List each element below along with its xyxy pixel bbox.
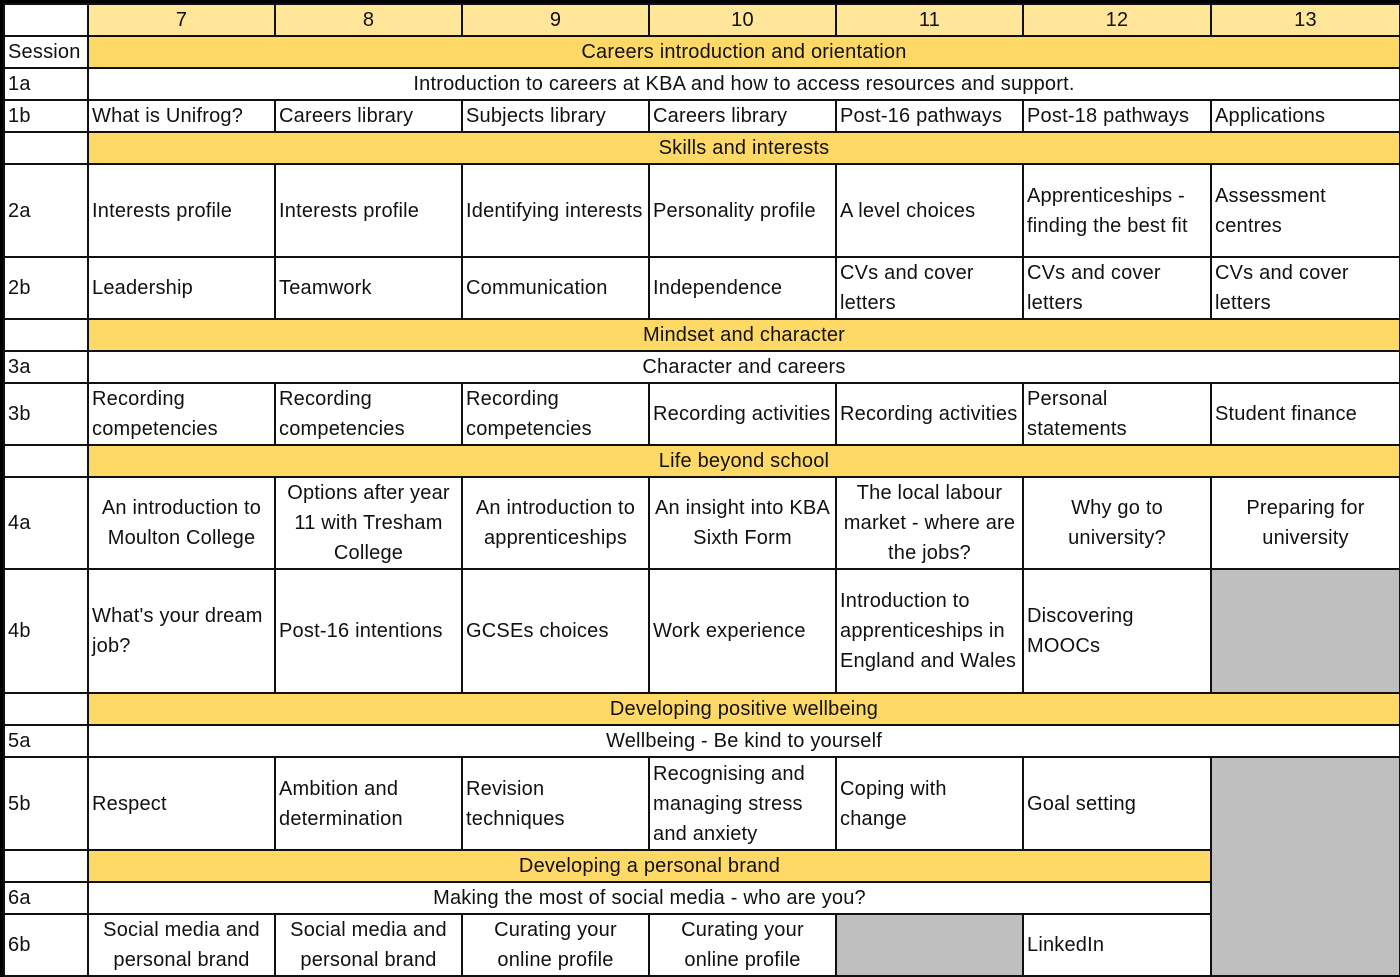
- section-row: [4, 693, 1400, 725]
- session-cell: CVs and cover letters: [1211, 257, 1400, 319]
- section-title: Developing a personal brand: [88, 850, 1211, 882]
- session-cell: CVs and cover letters: [836, 257, 1023, 319]
- year-header-7: 7: [88, 4, 275, 36]
- session-cell: Post-16 intentions: [275, 569, 462, 693]
- session-cell: Preparing for university: [1211, 477, 1400, 569]
- session-cell: Curating your online profile: [649, 914, 836, 976]
- session-cell: Communication: [462, 257, 649, 319]
- session-cell: Goal setting: [1023, 757, 1211, 850]
- session-cell: Recognising and managing stress and anxiety: [649, 757, 836, 850]
- session-row-6b: [4, 914, 1400, 976]
- session-cell: CVs and cover letters: [1023, 257, 1211, 319]
- row-label: 5b: [4, 757, 88, 850]
- session-cell: Coping with change: [836, 757, 1023, 850]
- session-cell: An insight into KBA Sixth Form: [649, 477, 836, 569]
- session-cell: Discovering MOOCs: [1023, 569, 1211, 693]
- row-label: [4, 445, 88, 477]
- session-cell: Apprenticeships - finding the best fit: [1023, 164, 1211, 257]
- session-cell: Recording activities: [836, 383, 1023, 445]
- session-cell: Interests profile: [88, 164, 275, 257]
- row-label: 5a: [4, 725, 88, 757]
- empty-cell: [1211, 569, 1400, 693]
- session-row-3b: [4, 383, 1400, 445]
- row-label: [4, 319, 88, 351]
- session-cell: Introduction to apprenticeships in England and Wales: [836, 569, 1023, 693]
- section-title: Mindset and character: [88, 319, 1400, 351]
- session-cell: Revision techniques: [462, 757, 649, 850]
- session-cell: Personality profile: [649, 164, 836, 257]
- session-cell: Curating your online profile: [462, 914, 649, 976]
- session-cell: Introduction to careers at KBA and how to access resources and support.: [88, 68, 1400, 100]
- row-label: 6a: [4, 882, 88, 914]
- session-cell: Character and careers: [88, 351, 1400, 383]
- session-row-1b: [4, 100, 1400, 132]
- session-row-2a: [4, 164, 1400, 257]
- session-cell: Options after year 11 with Tresham College: [275, 477, 462, 569]
- row-label: 4b: [4, 569, 88, 693]
- year-header-12: 12: [1023, 4, 1211, 36]
- session-cell: Post-16 pathways: [836, 100, 1023, 132]
- session-row-3a: [4, 351, 1400, 383]
- session-cell: Ambition and determination: [275, 757, 462, 850]
- session-cell: What's your dream job?: [88, 569, 275, 693]
- empty-cell: [836, 914, 1023, 976]
- session-cell: LinkedIn: [1023, 914, 1211, 976]
- year-header-10: 10: [649, 4, 836, 36]
- session-cell: Applications: [1211, 100, 1400, 132]
- session-row-4b: [4, 569, 1400, 693]
- row-label: 6b: [4, 914, 88, 976]
- section-row: [4, 36, 1400, 68]
- session-cell: Student finance: [1211, 383, 1400, 445]
- row-label: [4, 132, 88, 164]
- year-header-row: [4, 4, 1400, 36]
- year-header-11: 11: [836, 4, 1023, 36]
- row-label: [4, 850, 88, 882]
- session-cell: Assessment centres: [1211, 164, 1400, 257]
- section-title: Developing positive wellbeing: [88, 693, 1400, 725]
- session-cell: The local labour market - where are the jobs?: [836, 477, 1023, 569]
- row-label: Session: [4, 36, 88, 68]
- session-cell: GCSEs choices: [462, 569, 649, 693]
- session-cell: Recording competencies: [462, 383, 649, 445]
- session-cell: Teamwork: [275, 257, 462, 319]
- row-label: 1b: [4, 100, 88, 132]
- session-cell: Interests profile: [275, 164, 462, 257]
- session-cell: Recording competencies: [275, 383, 462, 445]
- session-cell: Leadership: [88, 257, 275, 319]
- row-label: 3b: [4, 383, 88, 445]
- session-cell: Respect: [88, 757, 275, 850]
- empty-cell: [1211, 757, 1400, 976]
- section-row: [4, 445, 1400, 477]
- section-row: [4, 132, 1400, 164]
- session-cell: Independence: [649, 257, 836, 319]
- session-cell: Making the most of social media - who are you?: [88, 882, 1211, 914]
- session-cell: Careers library: [275, 100, 462, 132]
- session-row-1a: [4, 68, 1400, 100]
- session-cell: Social media and personal brand: [275, 914, 462, 976]
- session-cell: Why go to university?: [1023, 477, 1211, 569]
- session-cell: Identifying interests: [462, 164, 649, 257]
- session-cell: What is Unifrog?: [88, 100, 275, 132]
- session-cell: An introduction to apprenticeships: [462, 477, 649, 569]
- session-cell: A level choices: [836, 164, 1023, 257]
- session-cell: Recording competencies: [88, 383, 275, 445]
- session-cell: Post-18 pathways: [1023, 100, 1211, 132]
- section-row: [4, 850, 1400, 882]
- row-label: 2b: [4, 257, 88, 319]
- year-header-9: 9: [462, 4, 649, 36]
- session-cell: Personal statements: [1023, 383, 1211, 445]
- session-cell: Wellbeing - Be kind to yourself: [88, 725, 1400, 757]
- row-label: 4a: [4, 477, 88, 569]
- section-title: Life beyond school: [88, 445, 1400, 477]
- year-header-8: 8: [275, 4, 462, 36]
- session-cell: Careers library: [649, 100, 836, 132]
- session-cell: Recording activities: [649, 383, 836, 445]
- session-row-5a: [4, 725, 1400, 757]
- corner-cell: [4, 4, 88, 36]
- session-cell: An introduction to Moulton College: [88, 477, 275, 569]
- session-row-6a: [4, 882, 1400, 914]
- row-label: 1a: [4, 68, 88, 100]
- row-label: 2a: [4, 164, 88, 257]
- session-cell: Social media and personal brand: [88, 914, 275, 976]
- session-row-2b: [4, 257, 1400, 319]
- section-row: [4, 319, 1400, 351]
- session-row-5b: [4, 757, 1400, 850]
- careers-programme-table: [3, 3, 1400, 977]
- row-label: [4, 693, 88, 725]
- year-header-13: 13: [1211, 4, 1400, 36]
- session-cell: Work experience: [649, 569, 836, 693]
- section-title: Skills and interests: [88, 132, 1400, 164]
- row-label: 3a: [4, 351, 88, 383]
- session-cell: Subjects library: [462, 100, 649, 132]
- session-row-4a: [4, 477, 1400, 569]
- section-title: Careers introduction and orientation: [88, 36, 1400, 68]
